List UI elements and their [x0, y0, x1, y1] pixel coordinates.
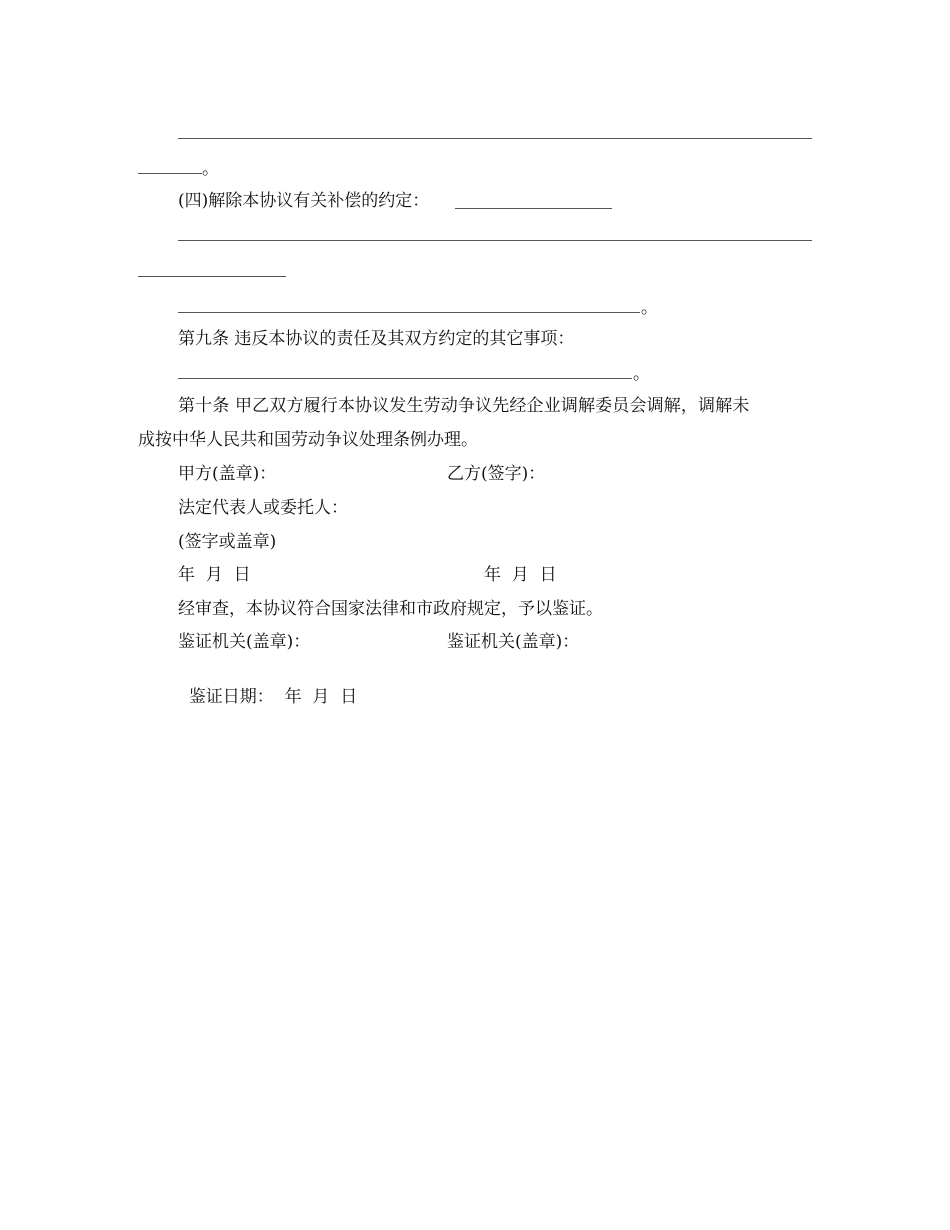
clause-4-label: (四)解除本协议有关补偿的约定： [178, 191, 430, 211]
certifying-authority-right: 鉴证机关(盖章)： [447, 632, 580, 652]
article-9 [178, 328, 574, 350]
certification-date-label: 鉴证日期： [188, 687, 274, 707]
certification-date-value: 年 月 日 [284, 687, 358, 707]
article-10-line1: 第十条 甲乙双方履行本协议发生劳动争议先经企业调解委员会调解，调解未 [178, 396, 750, 416]
blank-line [178, 240, 812, 241]
period: 。 [633, 364, 650, 384]
date-left: 年 月 日 [178, 565, 251, 585]
party-a-seal: 甲方(盖章)： [178, 464, 277, 484]
blank-line [178, 312, 640, 313]
blank-line [178, 378, 632, 379]
blank-line [178, 138, 812, 139]
date-right: 年 月 日 [484, 565, 557, 585]
legal-representative: 法定代表人或委托人： [178, 498, 348, 518]
article-9-text: 违反本协议的责任及其双方约定的其它事项： [234, 329, 575, 349]
certifying-authority-left: 鉴证机关(盖章)： [178, 632, 311, 652]
blank-line [138, 276, 286, 277]
blank-line [455, 208, 612, 209]
period: 。 [202, 159, 219, 179]
party-b-sign: 乙方(签字)： [447, 464, 546, 484]
blank-line [138, 173, 202, 174]
certification-date [178, 664, 357, 708]
period: 。 [641, 298, 658, 318]
sign-or-seal: (签字或盖章) [178, 532, 277, 552]
article-9-label: 第九条 [178, 329, 229, 349]
article-10-line2: 成按中华人民共和国劳动争议处理条例办理。 [138, 430, 478, 450]
review-statement: 经审查，本协议符合国家法律和市政府规定，予以鉴证。 [178, 599, 603, 619]
